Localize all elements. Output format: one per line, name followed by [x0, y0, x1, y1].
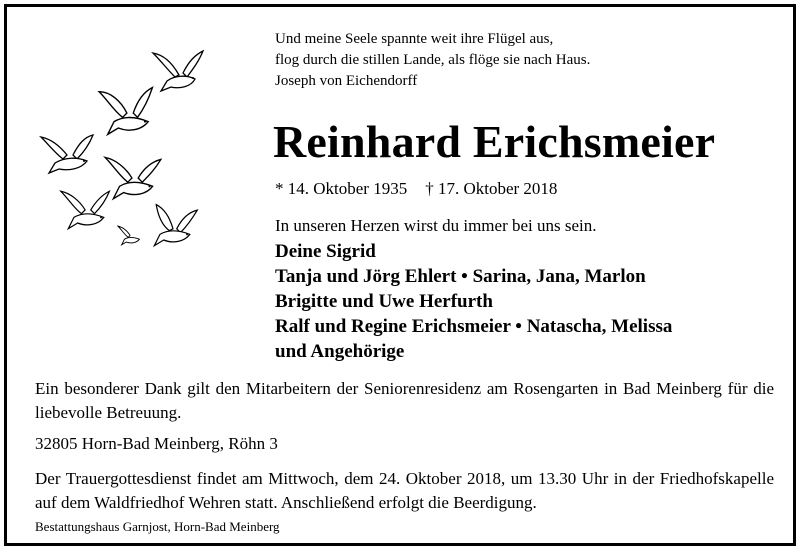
dove-icon: [117, 223, 145, 247]
family-line: und Angehörige: [275, 341, 405, 362]
deceased-name: Reinhard Erichsmeier: [273, 116, 716, 167]
life-dates: [275, 179, 557, 199]
family-line: Deine Sigrid: [275, 241, 376, 262]
dove-icon: [59, 185, 115, 233]
undertaker: Bestattungshaus Garnjost, Horn-Bad Meinberg: [35, 519, 280, 534]
mourning-line: In unseren Herzen wirst du immer bei uns sein.: [275, 216, 597, 235]
address: 32805 Horn-Bad Meinberg, Röhn 3: [35, 434, 278, 453]
poem-line: Und meine Seele spannte weit ihre Flügel aus,: [275, 31, 554, 47]
doves-illustration: [37, 47, 217, 267]
family-line: Brigitte und Uwe Herfurth: [275, 291, 493, 312]
poem-author: Joseph von Eichendorff: [275, 73, 418, 89]
dove-icon: [39, 129, 99, 179]
dove-icon: [145, 199, 201, 253]
death-date: † 17. Oktober 2018: [425, 179, 558, 198]
poem: [275, 29, 590, 92]
family-line: Tanja und Jörg Ehlert • Sarina, Jana, Marlon: [275, 266, 646, 287]
thanks-paragraph: Ein besonderer Dank gilt den Mitarbeitern der Seniorenresidenz am Rosengarten in Bad Meinberg für die liebevolle Betreuung.: [35, 379, 774, 422]
poem-line: flog durch die stillen Lande, als flöge sie nach Haus.: [275, 52, 591, 68]
family-list: [275, 239, 672, 364]
family-line: Ralf und Regine Erichsmeier • Natascha, Melissa: [275, 316, 673, 337]
birth-date: * 14. Oktober 1935: [275, 179, 408, 198]
funeral-service-paragraph: Der Trauergottesdienst findet am Mittwoch, dem 24. Oktober 2018, um 13.30 Uhr in der Friedhofskapelle auf dem Waldfriedhof Wehren statt. Anschließend erfolgt die Beerdigung.: [35, 469, 774, 512]
obituary-notice: [4, 4, 796, 546]
dove-icon: [97, 85, 161, 139]
